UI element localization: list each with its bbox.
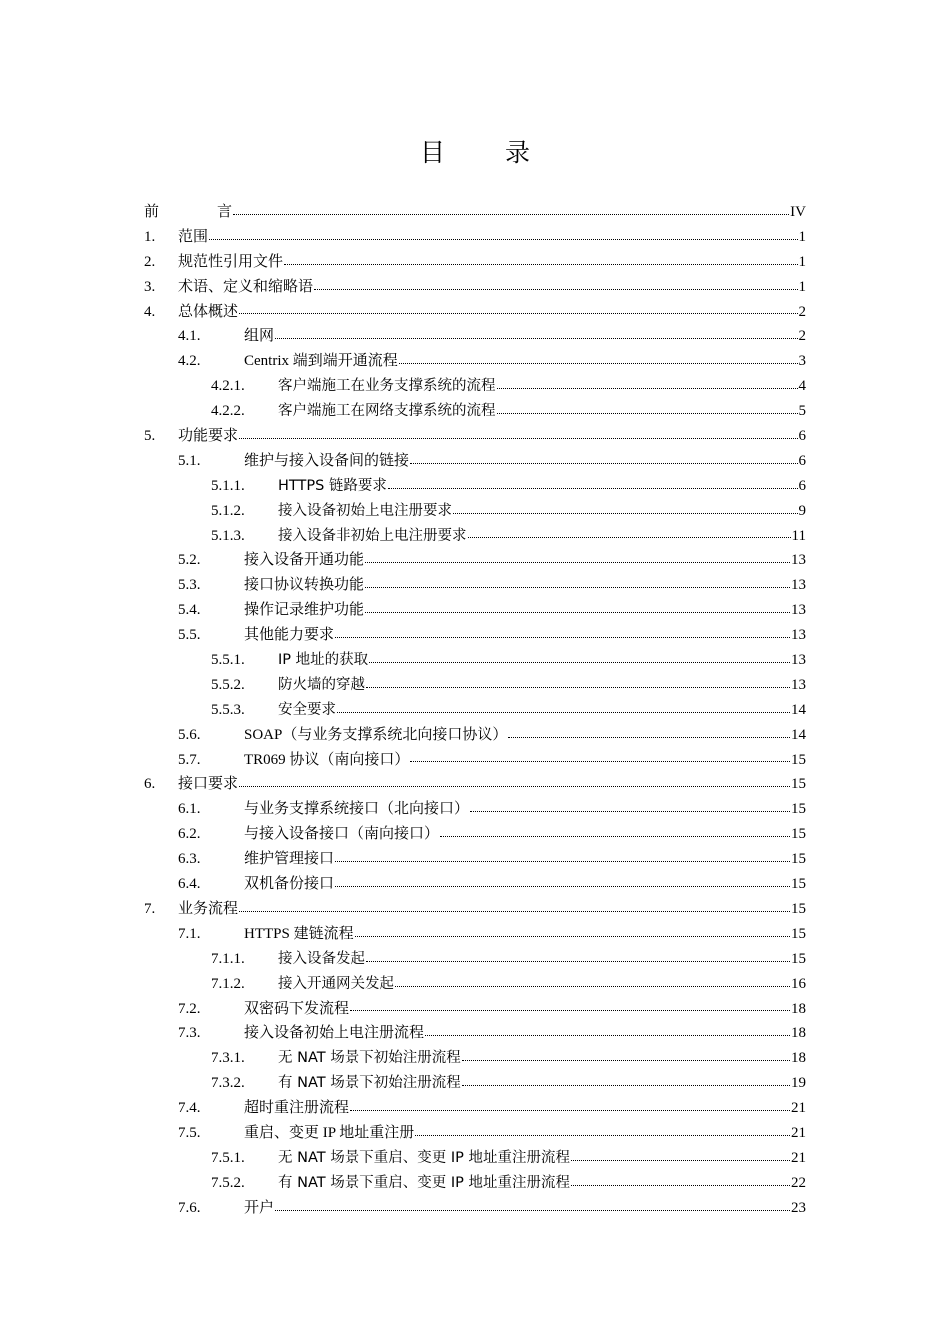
- toc-entry-label: 其他能力要求: [244, 627, 335, 644]
- toc-leader-dots: [233, 214, 789, 215]
- toc-entry-label: 业务流程: [178, 900, 239, 917]
- toc-page-number: 18: [791, 1000, 806, 1017]
- toc-entry-label: 有 NAT 场景下重启、变更 IP 地址重注册流程: [278, 1174, 570, 1191]
- toc-entry-number: 7.2.: [178, 1000, 201, 1017]
- toc-page-number: 15: [791, 950, 806, 967]
- toc-entry[interactable]: [144, 250, 806, 275]
- toc-entry[interactable]: [144, 1171, 806, 1196]
- toc-entry-label: SOAP（与业务支撑系统北向接口协议）: [244, 726, 508, 743]
- toc-entry-number: 4.2.2.: [211, 403, 245, 420]
- toc-entry-label: 接入设备初始上电注册流程: [244, 1025, 425, 1042]
- toc-entry-number: 7.: [144, 900, 156, 917]
- toc-entry-number: 7.1.2.: [211, 975, 245, 992]
- toc-page-number: 15: [791, 801, 806, 818]
- toc-entry[interactable]: [144, 772, 806, 797]
- toc-entry[interactable]: [144, 349, 806, 374]
- toc-page-number: 15: [791, 776, 806, 793]
- toc-leader-dots: [350, 1110, 790, 1111]
- preface-char-1: 前: [144, 204, 160, 220]
- toc-page-number: 21: [791, 1124, 806, 1141]
- toc-page-number: 18: [791, 1050, 806, 1067]
- toc-entry-preface[interactable]: [144, 200, 806, 225]
- toc-entry-number: 5.5.1.: [211, 652, 245, 669]
- toc-entry-label: 术语、定义和缩略语: [178, 278, 314, 295]
- toc-entry[interactable]: [144, 922, 806, 947]
- preface-char-2: 言: [217, 204, 233, 220]
- toc-entry-number: 7.1.: [178, 925, 201, 942]
- toc-page-number: 1: [798, 253, 806, 270]
- toc-entry-number: 5.: [144, 428, 156, 445]
- toc-entry[interactable]: [144, 648, 806, 673]
- toc-entry-number: 6.2.: [178, 826, 201, 843]
- toc-entry[interactable]: [144, 499, 806, 524]
- toc-entry-number: 5.1.: [178, 452, 201, 469]
- toc-entry-number: 5.5.3.: [211, 701, 245, 718]
- toc-page-number: 19: [791, 1075, 806, 1092]
- toc-entry-label: 无 NAT 场景下重启、变更 IP 地址重注册流程: [278, 1149, 570, 1166]
- toc-page-number: 2: [798, 328, 806, 345]
- toc-entry-number: 5.6.: [178, 726, 201, 743]
- toc-entry[interactable]: [144, 623, 806, 648]
- toc-page-number: 15: [791, 900, 806, 917]
- toc-leader-dots: [239, 438, 797, 439]
- toc-leader-dots: [365, 587, 790, 588]
- toc-entry[interactable]: [144, 474, 806, 499]
- toc-entry[interactable]: [144, 698, 806, 723]
- toc-leader-dots: [508, 737, 790, 738]
- toc-page-number: 13: [791, 552, 806, 569]
- toc-entry[interactable]: [144, 598, 806, 623]
- page-title: [0, 133, 950, 169]
- toc-entry-label: HTTPS 链路要求: [278, 477, 387, 494]
- toc-entry-label: 安全要求: [278, 701, 336, 718]
- toc-page-number: 6: [798, 477, 806, 494]
- toc-entry-label: 超时重注册流程: [244, 1100, 350, 1117]
- toc-entry[interactable]: [144, 1046, 806, 1071]
- toc-leader-dots: [462, 1060, 790, 1061]
- toc-entry-label: 接口要求: [178, 776, 239, 793]
- toc-entry-label: 维护管理接口: [244, 851, 335, 868]
- toc-page-number: 13: [791, 652, 806, 669]
- toc-entry-label: 客户端施工在业务支撑系统的流程: [278, 378, 496, 395]
- toc-entry[interactable]: [144, 897, 806, 922]
- toc-leader-dots: [366, 687, 790, 688]
- toc-page-number: 13: [791, 627, 806, 644]
- toc-entry[interactable]: [144, 1146, 806, 1171]
- toc-page-number: 11: [791, 527, 806, 544]
- toc-entry-number: 7.6.: [178, 1199, 201, 1216]
- toc-entry-number: 5.3.: [178, 577, 201, 594]
- toc-entry-label: 开户: [244, 1199, 275, 1216]
- toc-leader-dots: [468, 537, 791, 538]
- toc-entry[interactable]: [144, 723, 806, 748]
- toc-entry-number: 5.1.2.: [211, 502, 245, 519]
- toc-entry-number: 5.7.: [178, 751, 201, 768]
- toc-entry-label: 维护与接入设备间的链接: [244, 452, 410, 469]
- toc-leader-dots: [335, 861, 790, 862]
- toc-page-number: 1: [798, 278, 806, 295]
- toc-entry[interactable]: [144, 399, 806, 424]
- toc-entry-number: 7.3.: [178, 1025, 201, 1042]
- toc-entry-label: TR069 协议（南向接口）: [244, 751, 410, 768]
- toc-entry[interactable]: [144, 748, 806, 773]
- toc-entry-number: 7.1.1.: [211, 950, 245, 967]
- title-char-1: 目: [419, 140, 445, 167]
- toc-page-number: 13: [791, 577, 806, 594]
- toc-entry-label: 总体概述: [178, 303, 239, 320]
- toc-entry[interactable]: [144, 374, 806, 399]
- toc-entry[interactable]: [144, 1196, 806, 1221]
- toc-entry-label: 范围: [178, 228, 209, 245]
- toc-page-number: 15: [791, 851, 806, 868]
- toc-entry[interactable]: [144, 449, 806, 474]
- toc-entry[interactable]: [144, 872, 806, 897]
- toc-entry-number: 5.5.: [178, 627, 201, 644]
- toc-entry-label: 接入设备开通功能: [244, 552, 365, 569]
- toc-page-number: 6: [798, 428, 806, 445]
- toc-leader-dots: [337, 712, 790, 713]
- toc-leader-dots: [497, 413, 798, 414]
- toc-entry-number: 7.5.: [178, 1124, 201, 1141]
- toc-entry[interactable]: [144, 225, 806, 250]
- toc-entry-label: 接入开通网关发起: [278, 975, 394, 992]
- toc-page-number: 13: [791, 676, 806, 693]
- toc-leader-dots: [355, 936, 790, 937]
- toc-entry[interactable]: [144, 972, 806, 997]
- toc-leader-dots: [239, 313, 797, 314]
- toc-leader-dots: [365, 562, 790, 563]
- toc-entry-number: 5.1.1.: [211, 477, 245, 494]
- toc-entry[interactable]: [144, 424, 806, 449]
- toc-entry[interactable]: [144, 1096, 806, 1121]
- toc-page-number: 14: [791, 701, 806, 718]
- toc-page-number: 4: [798, 378, 806, 395]
- toc-leader-dots: [399, 363, 798, 364]
- toc-entry-label: 操作记录维护功能: [244, 602, 365, 619]
- toc-entry[interactable]: [144, 822, 806, 847]
- toc-leader-dots: [366, 961, 790, 962]
- toc-entry-label: 规范性引用文件: [178, 253, 284, 270]
- toc-entry-label: 接入设备初始上电注册要求: [278, 502, 452, 519]
- toc-leader-dots: [440, 836, 790, 837]
- toc-leader-dots: [239, 911, 790, 912]
- toc-page-number: 18: [791, 1025, 806, 1042]
- table-of-contents: [144, 200, 806, 1221]
- toc-entry[interactable]: [144, 997, 806, 1022]
- toc-leader-dots: [335, 886, 790, 887]
- toc-leader-dots: [415, 1135, 790, 1136]
- toc-entry-label: 接口协议转换功能: [244, 577, 365, 594]
- toc-leader-dots: [284, 264, 797, 265]
- toc-entry-label: HTTPS 建链流程: [244, 925, 354, 942]
- toc-entry-label: Centrix 端到端开通流程: [244, 353, 398, 370]
- toc-leader-dots: [571, 1160, 790, 1161]
- toc-leader-dots: [365, 612, 790, 613]
- toc-leader-dots: [209, 239, 797, 240]
- toc-entry-label: 组网: [244, 328, 275, 345]
- toc-page-number: 6: [798, 452, 806, 469]
- toc-entry-label: 防火墙的穿越: [278, 676, 365, 693]
- toc-entry[interactable]: [144, 1021, 806, 1046]
- toc-entry-label: 功能要求: [178, 428, 239, 445]
- toc-entry[interactable]: [144, 548, 806, 573]
- toc-entry-label: 接入设备非初始上电注册要求: [278, 527, 467, 544]
- toc-entry-label: 客户端施工在网络支撑系统的流程: [278, 403, 496, 420]
- toc-page-number: 13: [791, 602, 806, 619]
- toc-leader-dots: [239, 786, 790, 787]
- toc-entry-number: 4.2.1.: [211, 378, 245, 395]
- toc-entry-number: 7.4.: [178, 1100, 201, 1117]
- toc-entry-number: 4.2.: [178, 353, 201, 370]
- toc-entry[interactable]: [144, 673, 806, 698]
- toc-entry-number: 5.1.3.: [211, 527, 245, 544]
- toc-leader-dots: [395, 986, 790, 987]
- toc-page-number: 9: [798, 502, 806, 519]
- toc-entry[interactable]: [144, 573, 806, 598]
- toc-entry[interactable]: [144, 275, 806, 300]
- toc-entry-number: 7.5.1.: [211, 1149, 245, 1166]
- toc-entry-number: 4.1.: [178, 328, 201, 345]
- toc-page-number: 21: [791, 1149, 806, 1166]
- toc-page-number: 15: [791, 925, 806, 942]
- toc-entry[interactable]: [144, 1071, 806, 1096]
- toc-leader-dots: [410, 761, 790, 762]
- toc-entry-label: 双密码下发流程: [244, 1000, 350, 1017]
- toc-leader-dots: [369, 662, 790, 663]
- toc-leader-dots: [497, 388, 798, 389]
- toc-entry-number: 5.5.2.: [211, 676, 245, 693]
- toc-leader-dots: [453, 513, 798, 514]
- toc-entry[interactable]: [144, 524, 806, 549]
- toc-entry-label: 与业务支撑系统接口（北向接口）: [244, 801, 470, 818]
- toc-page-number: IV: [790, 204, 806, 220]
- toc-entry-label: 有 NAT 场景下初始注册流程: [278, 1075, 461, 1092]
- toc-page-number: 5: [798, 403, 806, 420]
- toc-entry-number: 2.: [144, 253, 156, 270]
- toc-entry-number: 4.: [144, 303, 156, 320]
- toc-entry-number: 3.: [144, 278, 156, 295]
- toc-entry-number: 6.4.: [178, 876, 201, 893]
- toc-page-number: 23: [791, 1199, 806, 1216]
- toc-entry-number: 5.4.: [178, 602, 201, 619]
- toc-entry-label: 与接入设备接口（南向接口）: [244, 826, 440, 843]
- toc-entry-number: 5.2.: [178, 552, 201, 569]
- toc-leader-dots: [425, 1035, 790, 1036]
- toc-entry[interactable]: [144, 847, 806, 872]
- toc-page-number: 1: [798, 228, 806, 245]
- toc-leader-dots: [335, 637, 790, 638]
- toc-page-number: 15: [791, 826, 806, 843]
- toc-entry[interactable]: [144, 324, 806, 349]
- toc-page-number: 14: [791, 726, 806, 743]
- toc-page-number: 22: [791, 1174, 806, 1191]
- toc-entry-number: 6.1.: [178, 801, 201, 818]
- toc-entry-label: 接入设备发起: [278, 950, 365, 967]
- title-char-2: 录: [505, 140, 531, 167]
- toc-page-number: 2: [798, 303, 806, 320]
- toc-entry[interactable]: [144, 1121, 806, 1146]
- toc-entry-number: 6.3.: [178, 851, 201, 868]
- toc-entry-number: 6.: [144, 776, 156, 793]
- toc-page-number: 16: [791, 975, 806, 992]
- toc-leader-dots: [388, 488, 798, 489]
- toc-leader-dots: [410, 463, 797, 464]
- toc-page-number: 15: [791, 751, 806, 768]
- toc-entry[interactable]: [144, 300, 806, 325]
- toc-page-number: 15: [791, 876, 806, 893]
- toc-leader-dots: [275, 1210, 790, 1211]
- toc-entry-label: 双机备份接口: [244, 876, 335, 893]
- toc-leader-dots: [470, 811, 790, 812]
- toc-leader-dots: [571, 1185, 790, 1186]
- toc-entry-number: 7.5.2.: [211, 1174, 245, 1191]
- toc-leader-dots: [462, 1085, 790, 1086]
- toc-page-number: 3: [798, 353, 806, 370]
- toc-page-number: 21: [791, 1100, 806, 1117]
- toc-entry-number: 1.: [144, 228, 156, 245]
- toc-leader-dots: [314, 289, 797, 290]
- toc-entry-number: 7.3.2.: [211, 1075, 245, 1092]
- toc-entry-label: 重启、变更 IP 地址重注册: [244, 1124, 415, 1141]
- toc-entry-label: 无 NAT 场景下初始注册流程: [278, 1050, 461, 1067]
- toc-leader-dots: [275, 338, 797, 339]
- toc-leader-dots: [350, 1010, 790, 1011]
- toc-entry[interactable]: [144, 797, 806, 822]
- toc-entry[interactable]: [144, 947, 806, 972]
- toc-entry-number: 7.3.1.: [211, 1050, 245, 1067]
- toc-entry-label: IP 地址的获取: [278, 652, 369, 669]
